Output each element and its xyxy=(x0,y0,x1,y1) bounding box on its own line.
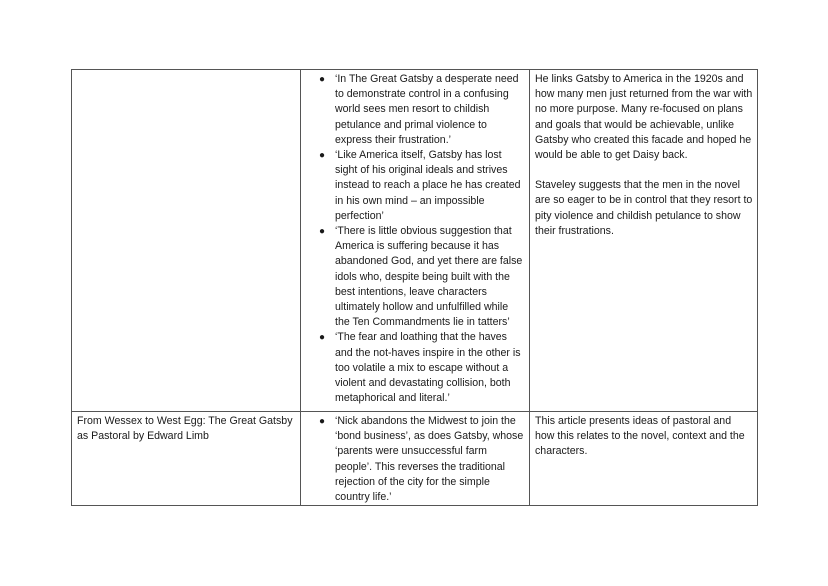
comment-cell xyxy=(530,412,758,506)
quotes-cell xyxy=(301,412,530,506)
quote-text: ‘Nick abandons the Midwest to join the ‘bond business’, as does Gatsby, whose ‘parents were unsuccessful farm people’. This reverses the traditional rejection of the city for the simple country life.’ xyxy=(335,415,524,504)
quotes-cell xyxy=(301,70,530,412)
notes-table xyxy=(71,69,758,506)
table-row xyxy=(72,70,758,412)
source-cell xyxy=(72,70,301,412)
quote-text: ‘The fear and loathing that the haves and the not-haves inspire in the other is too volatile a mix to escape without a violent and devastating collision, both metaphorical and literal.’ xyxy=(335,331,521,405)
table-row xyxy=(72,412,758,506)
quote-item xyxy=(307,224,525,330)
bullet-icon: ● xyxy=(319,416,326,427)
quote-item xyxy=(307,414,525,505)
quote-list xyxy=(307,72,525,406)
quote-item xyxy=(307,330,525,406)
quote-item xyxy=(307,148,525,224)
comment-cell xyxy=(530,70,758,412)
source-cell xyxy=(72,412,301,506)
bullet-icon: ● xyxy=(319,226,326,238)
bullet-icon: ● xyxy=(319,150,326,162)
quote-list xyxy=(307,414,525,505)
bullet-icon: ● xyxy=(319,74,326,85)
comment-paragraph: Staveley suggests that the men in the novel are so eager to be in control that they resort to pity violence and childish petulance to show their frustrations. xyxy=(535,179,753,237)
quote-item xyxy=(307,72,525,148)
bullet-icon: ● xyxy=(319,332,326,344)
quote-text: ‘In The Great Gatsby a desperate need to demonstrate control in a confusing world sees men resort to childish petulance and primal violence to express their frustration.’ xyxy=(335,73,519,146)
source-title: From Wessex to West Egg: The Great Gatsby as Pastoral by Edward Limb xyxy=(77,415,293,443)
quote-text: ‘Like America itself, Gatsby has lost sight of his original ideals and strives instead to reach a place he has created in his own mind – an impossible perfection’ xyxy=(335,149,521,222)
comment-paragraph: This article presents ideas of pastoral and how this relates to the novel, context and the characters. xyxy=(535,415,745,458)
comment-paragraph: He links Gatsby to America in the 1920s and how many men just returned from the war with no more purpose. Many re-focused on plans and goals that would be achievable, unlike Gatsby who created this facade and hoped he would be able to get Daisy back. xyxy=(535,73,753,162)
quote-text: ‘There is little obvious suggestion that America is suffering because it has abandoned God, and yet there are false idols who, despite being built with the best intentions, leave characters ultimately hollow and unfulfilled while the Ten Commandments lie in tatters’ xyxy=(335,225,523,329)
